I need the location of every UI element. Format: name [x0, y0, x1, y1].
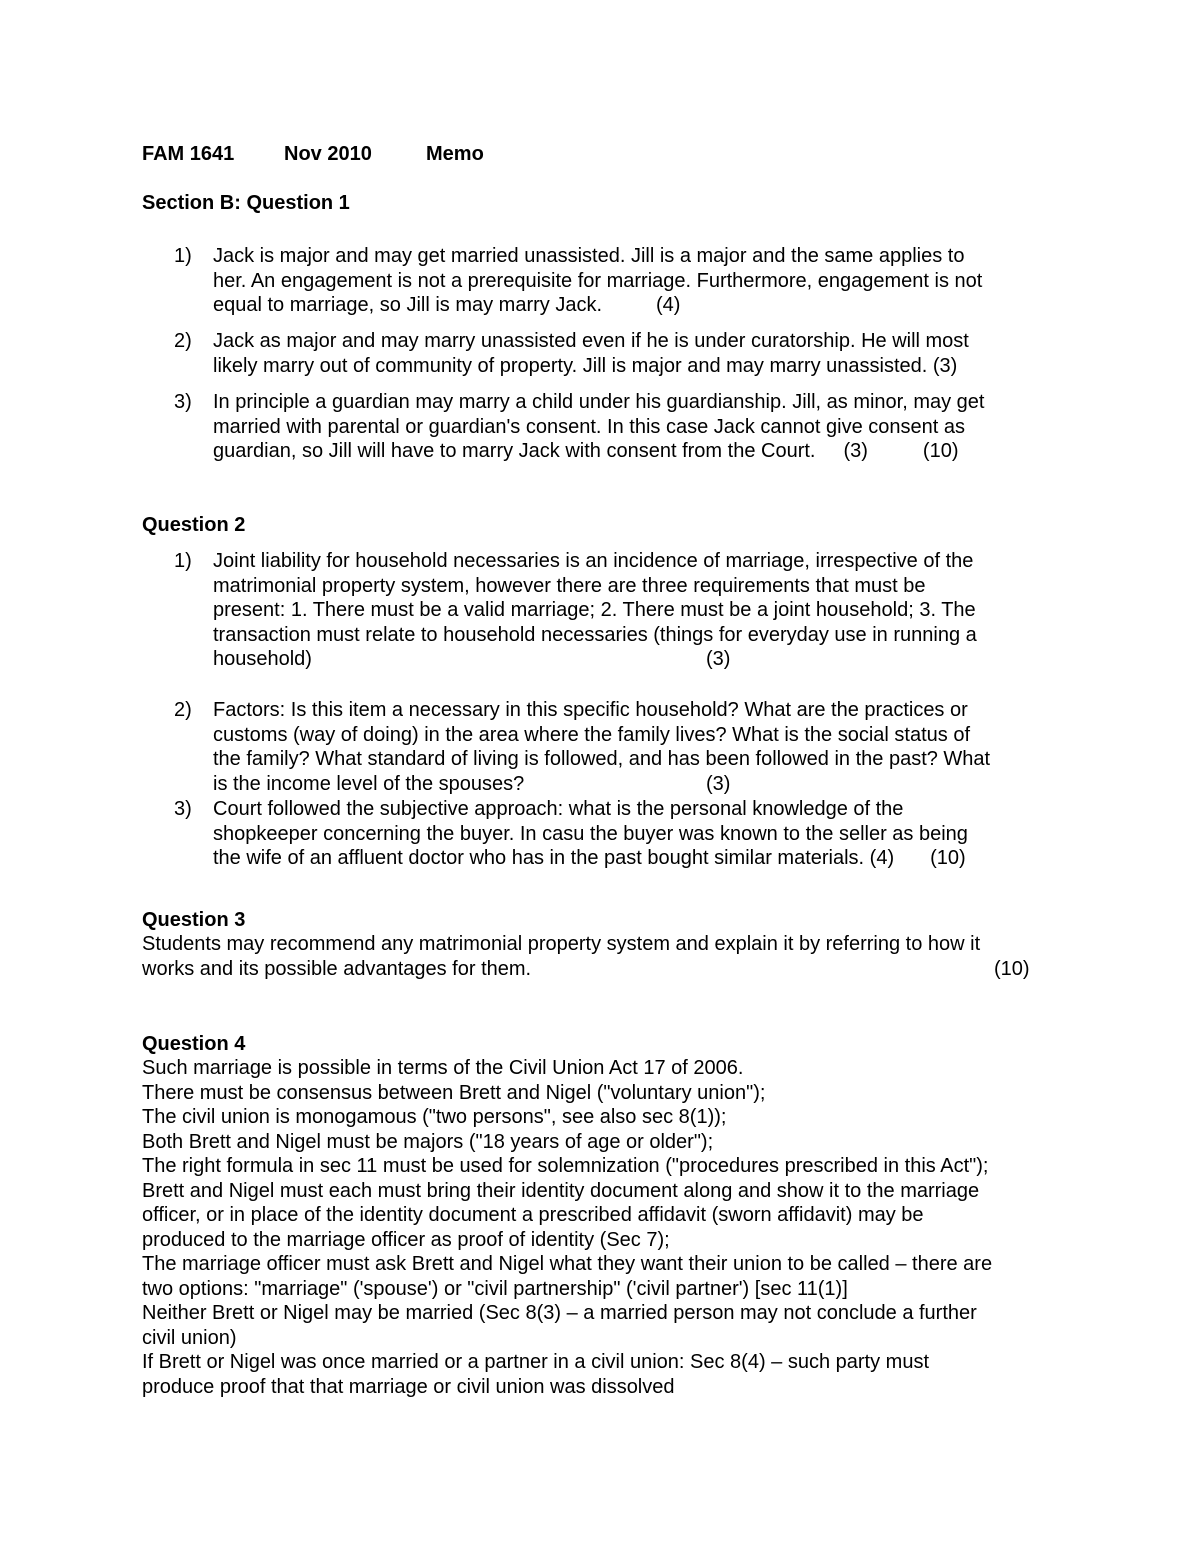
text-line: There must be consensus between Brett and Nigel ("voluntary union"); — [142, 1081, 766, 1104]
mark: (3) — [706, 648, 731, 670]
text-line — [213, 293, 1064, 318]
q2-item-1 — [174, 549, 1064, 672]
item-number: 1) — [174, 245, 192, 267]
q2-item-2 — [174, 698, 1064, 796]
text-segment: is the income level of the spouses? — [213, 772, 525, 795]
text-line: present: 1. There must be a valid marriage; 2. There must be a joint household; 3. The — [213, 599, 976, 621]
text-line: Such marriage is possible in terms of the Civil Union Act 17 of 2006. — [142, 1057, 744, 1079]
text-segment: the wife of an affluent doctor who has in the past bought similar materials. (4) — [213, 847, 895, 869]
q2-item-3 — [174, 797, 1064, 871]
text-line — [213, 846, 1064, 871]
text-line: civil union) — [142, 1326, 237, 1349]
text-line: shopkeeper concerning the buyer. In casu the buyer was known to the seller as being — [213, 822, 968, 845]
text-line: Court followed the subjective approach: what is the personal knowledge of the — [213, 798, 904, 820]
text-line — [213, 772, 1064, 797]
text-line: In principle a guardian may marry a child under his guardianship. Jill, as minor, may get — [213, 391, 985, 413]
total-mark: (10) — [922, 440, 959, 462]
item-number: 2) — [174, 699, 192, 721]
item-number: 2) — [174, 330, 192, 352]
text-line — [142, 957, 1062, 982]
text-line: Joint liability for household necessaries is an incidence of marriage, irrespective of the — [213, 550, 974, 572]
mark: (3) — [706, 772, 731, 795]
text-line: likely marry out of community of property. Jill is major and may marry unassisted. (3) — [213, 354, 958, 377]
text-line: transaction must relate to household necessaries (things for everyday use in running a — [213, 623, 977, 646]
text-line: Both Brett and Nigel must be majors ("18 years of age or older"); — [142, 1130, 714, 1153]
q1-item-2 — [174, 329, 1064, 378]
item-number: 3) — [174, 798, 192, 820]
text-line: her. An engagement is not a prerequisite for marriage. Furthermore, engagement is not — [213, 269, 983, 292]
text-line: the family? What standard of living is followed, and has been followed in the past? What — [213, 748, 991, 770]
item-number: 1) — [174, 550, 192, 572]
exam-date: Nov 2010 — [284, 143, 372, 165]
item-number: 3) — [174, 391, 192, 413]
q1-item-1 — [174, 244, 1064, 318]
text-line: Factors: Is this item a necessary in this specific household? What are the practices or — [213, 699, 968, 721]
text-segment: works and its possible advantages for them. — [142, 957, 532, 980]
question-2-heading: Question 2 — [142, 514, 246, 536]
text-line: matrimonial property system, however there are three requirements that must be — [213, 574, 926, 597]
memo-title — [142, 142, 484, 167]
text-segment: household) — [213, 648, 312, 670]
text-line: married with parental or guardian's consent. In this case Jack cannot give consent as — [213, 415, 966, 438]
mark: (4) — [656, 294, 681, 316]
text-line: produce proof that that marriage or civil union was dissolved — [142, 1375, 675, 1398]
question-3-heading: Question 3 — [142, 909, 246, 931]
q4-answer — [142, 1056, 1062, 1399]
course-code: FAM 1641 — [142, 143, 235, 165]
text-line: Brett and Nigel must each must bring their identity document along and show it to the marriage — [142, 1179, 980, 1202]
mark: (3) — [843, 440, 868, 462]
text-line: customs (way of doing) in the area where the family lives? What is the social status of — [213, 723, 971, 746]
question-4-heading: Question 4 — [142, 1033, 246, 1055]
text-line: officer, or in place of the identity document a prescribed affidavit (sworn affidavit) may be — [142, 1204, 924, 1226]
total-mark: (10) — [994, 957, 1030, 980]
section-b-heading: Section B: Question 1 — [142, 192, 350, 214]
text-line: The civil union is monogamous ("two persons", see also sec 8(1)); — [142, 1106, 727, 1128]
total-mark: (10) — [930, 847, 966, 869]
text-line — [213, 439, 1064, 464]
text-line: The right formula in sec 11 must be used for solemnization ("procedures prescribed in this Act"); — [142, 1155, 989, 1177]
text-line: The marriage officer must ask Brett and Nigel what they want their union to be called – there are — [142, 1253, 993, 1275]
memo-label: Memo — [426, 143, 484, 165]
text-line: Jack is major and may get married unassisted. Jill is a major and the same applies to — [213, 245, 965, 267]
text-line: two options: "marriage" ('spouse') or "civil partnership" ('civil partner') [sec 11(1)] — [142, 1277, 848, 1300]
q1-item-3 — [174, 390, 1064, 464]
q3-answer — [142, 932, 1062, 981]
text-segment: guardian, so Jill will have to marry Jack with consent from the Court. — [213, 440, 816, 462]
text-line: Neither Brett or Nigel may be married (Sec 8(3) – a married person may not conclude a further — [142, 1302, 977, 1324]
text-line: Students may recommend any matrimonial property system and explain it by referring to how it — [142, 933, 981, 955]
text-line: Jack as major and may marry unassisted even if he is under curatorship. He will most — [213, 330, 969, 352]
text-line: If Brett or Nigel was once married or a partner in a civil union: Sec 8(4) – such party must — [142, 1351, 930, 1373]
text-line — [213, 647, 1064, 672]
text-line: produced to the marriage officer as proof of identity (Sec 7); — [142, 1228, 670, 1251]
text-segment: equal to marriage, so Jill is may marry Jack. — [213, 294, 603, 316]
